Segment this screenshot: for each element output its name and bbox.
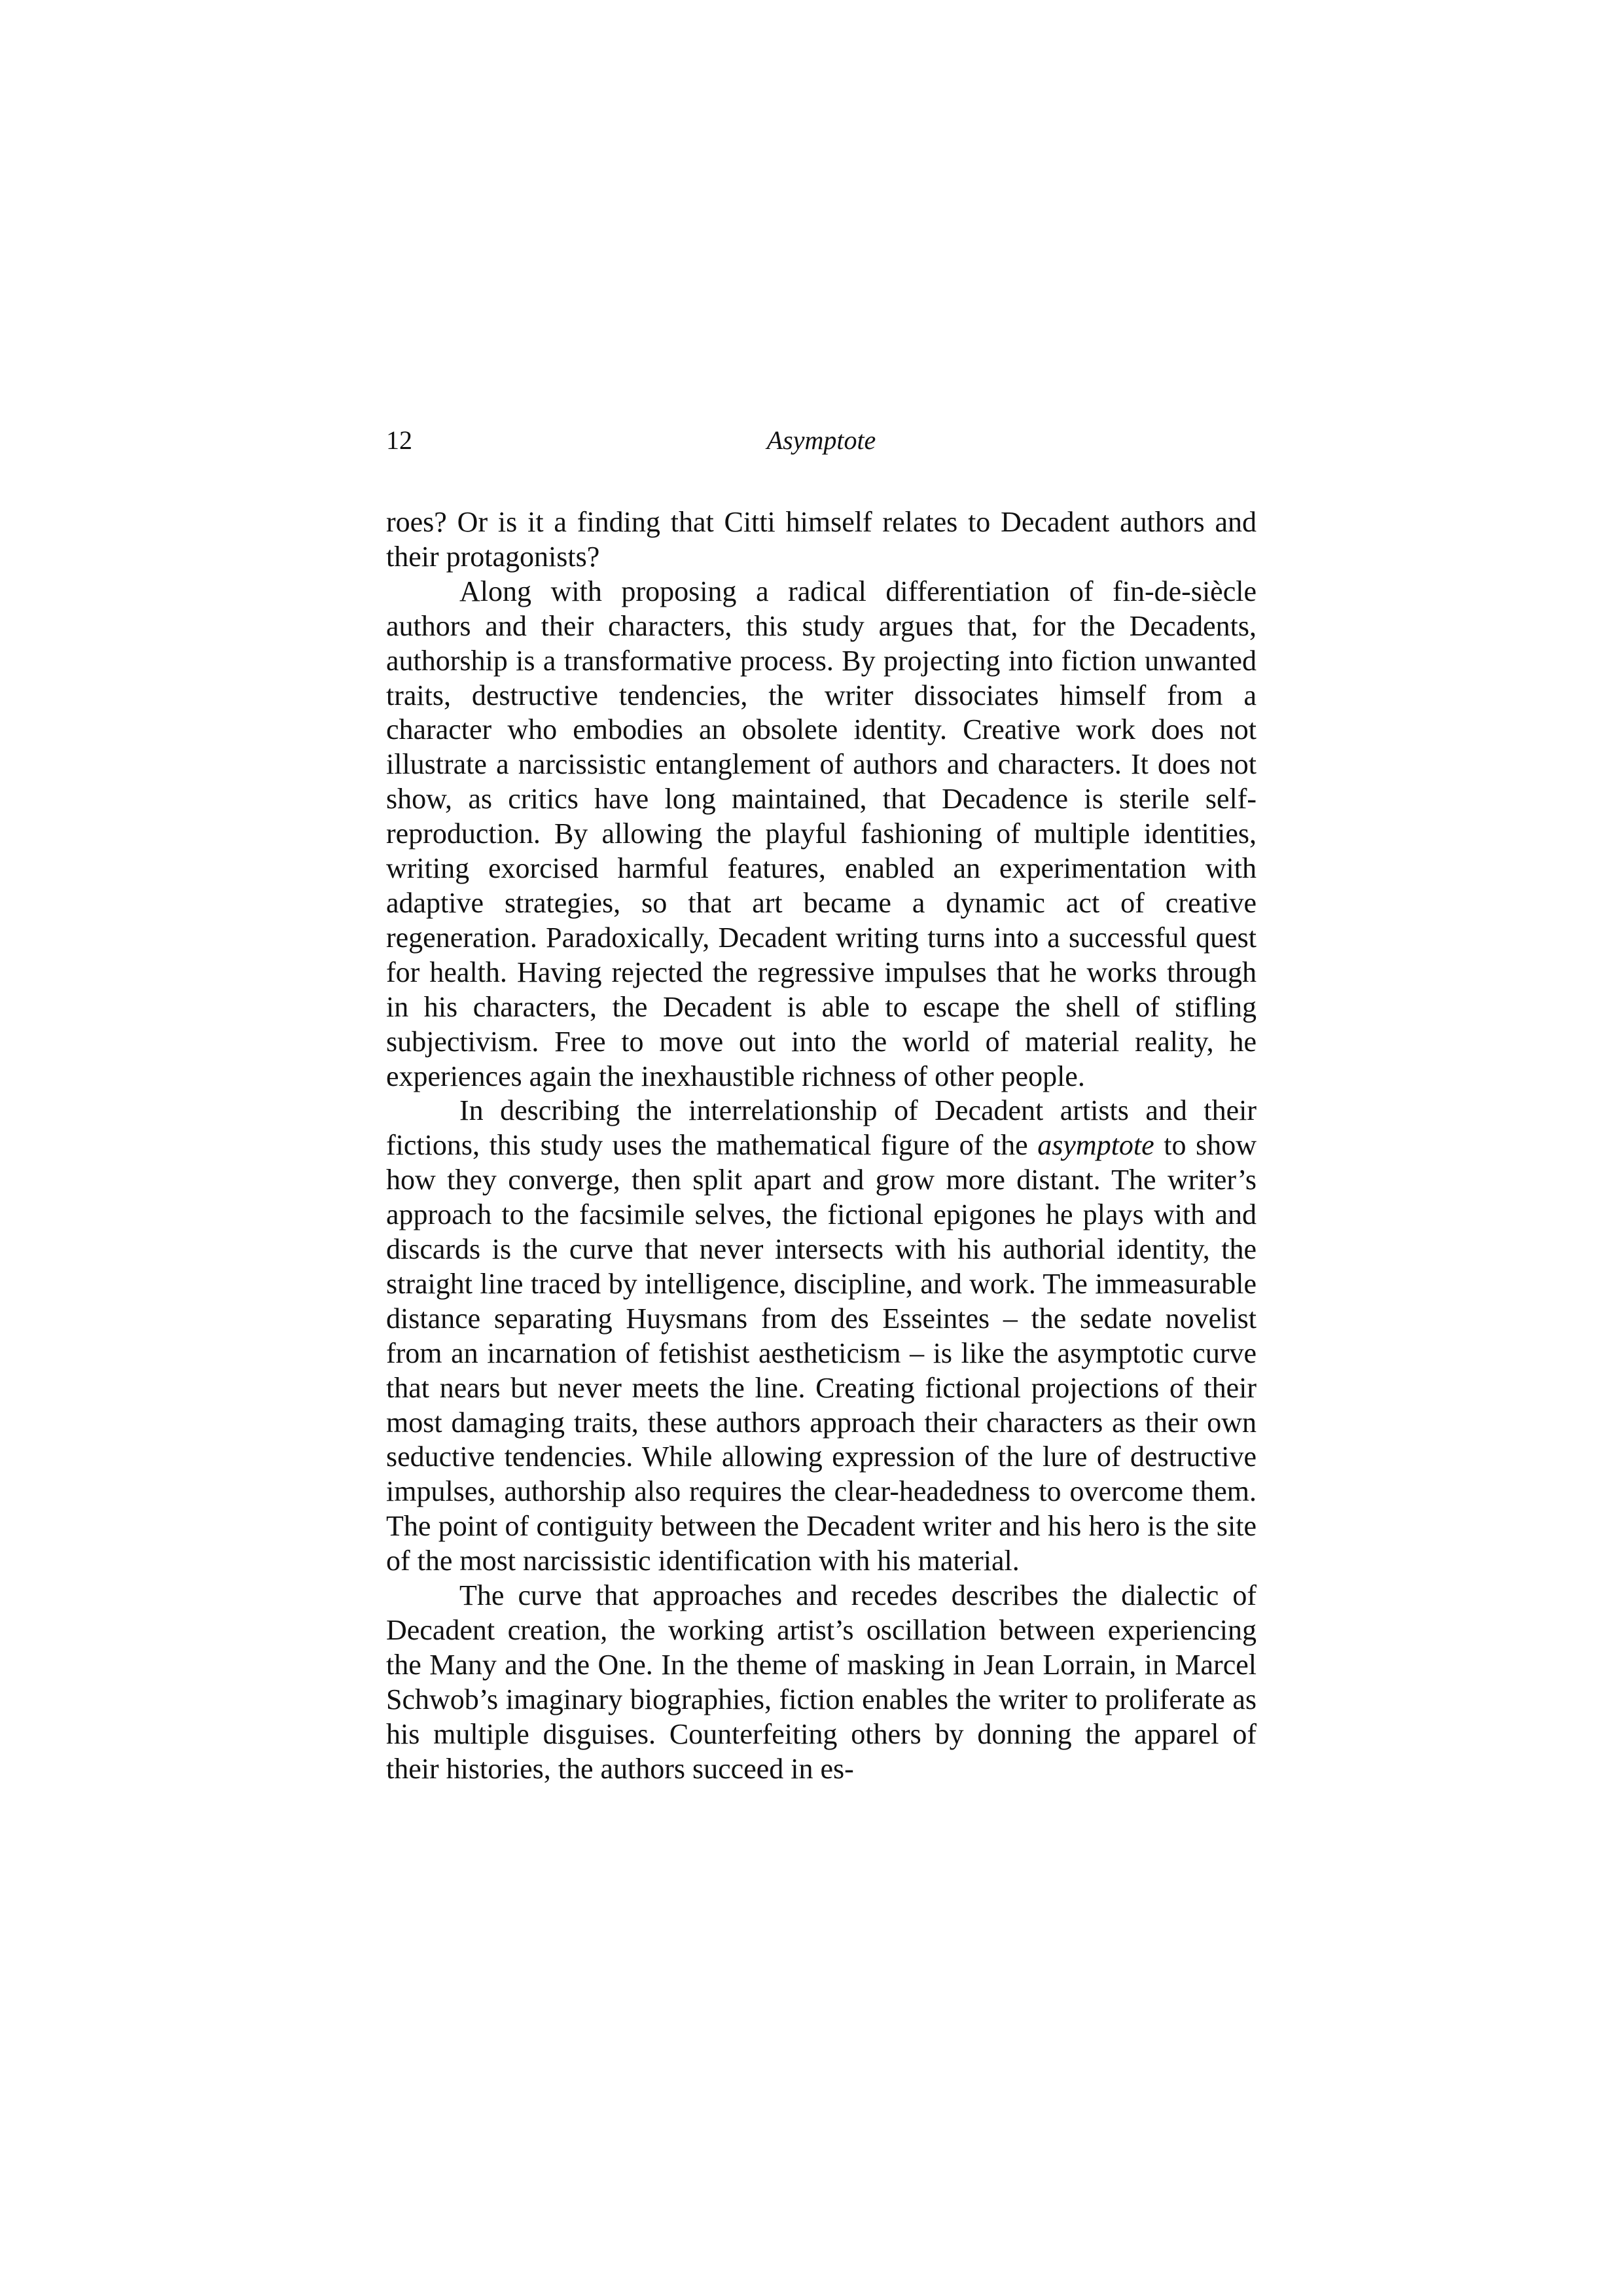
paragraph-1: roes? Or is it a finding that Citti himself relates to Decadent authors and their protagonists? (386, 506, 1257, 573)
paragraph-3-text-after-emphasis: to show how they converge, then split apart and grow more distant. The writer’s approach to the facsimile selves, the fictional epigones he plays with and discards is the curve that never intersects with his authorial identity, the straight line traced by intelligence, discipline, and work. The immeasurable distance separating Huysmans from des Esseintes – the sedate novelist from an incarnation of fetishist aestheticism – is like the asymptotic curve that nears but never meets the line. Creating fictional projections of their most damaging traits, these authors approach their characters as their own seductive tendencies. While allowing expression of the lure of destructive impulses, authorship also requires the clear-headedness to overcome them. The point of contiguity between the Decadent writer and his hero is the site of the most narcissistic identification with his material. (386, 1129, 1257, 1577)
paragraph-2: Along with proposing a radical differentiation of fin-de-siècle authors and their characters, this study argues that, for the Decadents, authorship is a transformative process. By projecting into fiction unwanted traits, destructive tendencies, the writer dissociates himself from a character who embodies an obsolete identity. Creative work does not illustrate a narcissistic entanglement of authors and characters. It does not show, as critics have long maintained, that Decadence is sterile self-reproduction. By allowing the playful fashioning of multiple identities, writing exorcised harmful features, enabled an experimentation with adaptive strategies, so that art became a dynamic act of creative regeneration. Paradoxically, Decadent writing turns into a successful quest for health. Having rejected the regressive impulses that he works through in his characters, the Decadent is able to escape the shell of stifling subjectivism. Free to move out into the world of material reality, he experiences again the inexhaustible richness of other people. (386, 575, 1257, 1092)
page-body (386, 505, 1257, 1787)
emphasized-term-asymptote: asymptote (1037, 1129, 1154, 1162)
running-title: Asymptote (766, 425, 876, 455)
paragraph-3-text-before-emphasis: In describing the interrelationship of Decadent artists and their fictions, this study uses the mathematical figure of the (386, 1094, 1257, 1162)
page-number: 12 (386, 425, 412, 455)
page-header (386, 422, 1257, 461)
paragraph-4: The curve that approaches and recedes describes the dialectic of Decadent creation, the working artist’s oscillation between experiencing the Many and the One. In the theme of masking in Jean Lorrain, in Marcel Schwob’s imaginary biographies, fiction enables the writer to proliferate as his multiple disguises. Counterfeiting others by donning the apparel of their histories, the authors succeed in es- (386, 1579, 1257, 1785)
paragraph-3 (386, 1094, 1257, 1579)
